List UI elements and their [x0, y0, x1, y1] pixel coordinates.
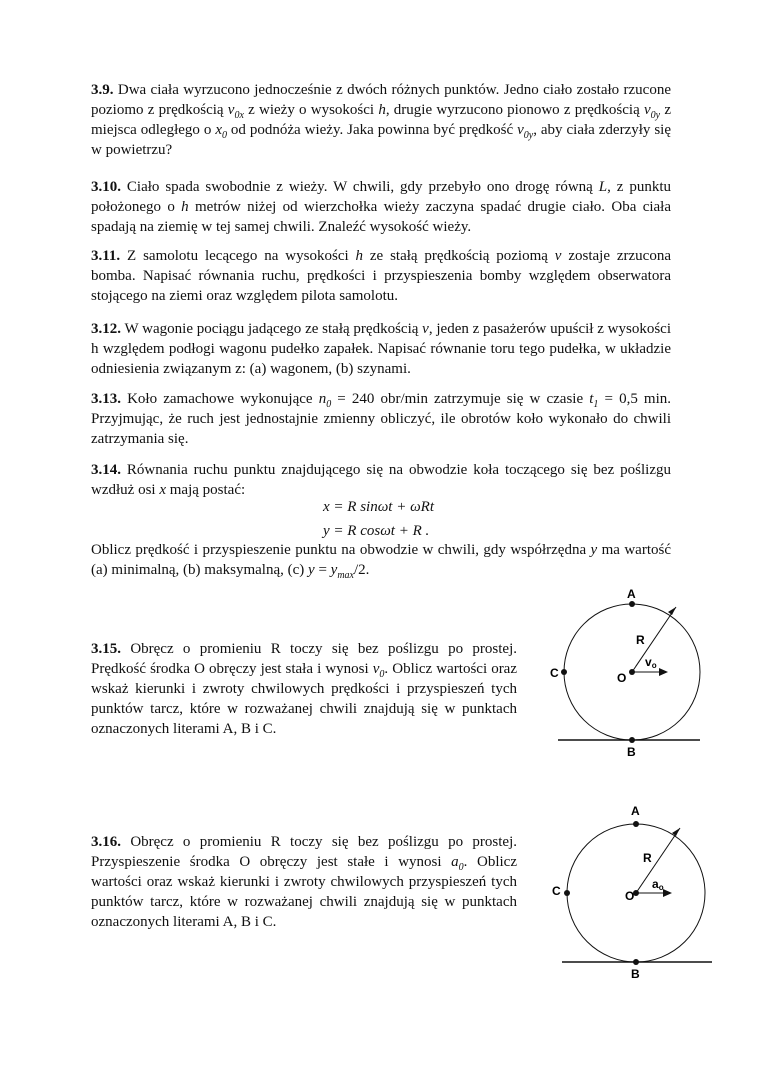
label-r: R	[643, 851, 652, 865]
label-a: A	[631, 804, 640, 818]
problem-3-14: 3.14. Równania ruchu punktu znajdującego się na obwodzie koła toczącego się bez poślizgu wzdłuż osi x mają postać:	[91, 462, 671, 498]
problem-3-14-question: Oblicz prędkość i przyspieszenie punktu na obwodzie w chwili, gdy współrzędna y ma wartość (a) minimalną, (b) maksymalną, (c) $y = y_{max}/2$.	[91, 542, 671, 581]
problem-3-13: 3.13. Koło zamachowe wykonujące $n_0 = 240$ obr/min zatrzymuje się w czasie $t_1 = 0,5$ min. Przyjmując, że ruch jest jednostajnie zmienny obliczyć, ile obrotów koło wykonało do chwili zatrzymania się.	[91, 391, 672, 447]
point-c	[564, 890, 570, 896]
problem-number: 3.11.	[91, 248, 121, 264]
label-b: B	[627, 745, 636, 759]
point-b	[633, 959, 639, 965]
problem-3-10: 3.10. Ciało spada swobodnie z wieży. W chwili, gdy przebyło ono drogę równą L, z punktu położonego o h metrów niżej od wierzchołka wieży zaczyna spadać drugie ciało. Oba ciała spadają na ziemię w tej samej chwili. Znaleźć wysokość wieży.	[91, 179, 672, 235]
label-c: C	[550, 666, 559, 680]
problem-3-16: 3.16. Obręcz o promieniu R toczy się bez poślizgu po prostej. Przyspieszenie środka O obręczy jest stałe i wynosi $a_0$. Oblicz wartości oraz wskaż kierunki i zwroty chwilowych przyspieszeń tych punktów tarcz, które w rozważanej chwili znajdują się w punktach oznaczonych literami A, B i C.	[91, 834, 518, 930]
problem-number: 3.10.	[91, 179, 121, 195]
label-b: B	[631, 967, 640, 981]
label-c: C	[552, 884, 561, 898]
equation-x: x = R sinωt + ωRt	[323, 499, 434, 515]
point-a	[633, 821, 639, 827]
problem-number: 3.14.	[91, 462, 121, 478]
problem-number: 3.13.	[91, 391, 121, 407]
equation-y: y = R cosωt + R .	[323, 523, 430, 539]
problem-number: 3.15.	[91, 641, 121, 657]
problem-3-15: 3.15. Obręcz o promieniu R toczy się bez poślizgu po prostej. Prędkość środka O obręczy jest stała i wynosi $v_0$. Oblicz wartości oraz wskaż kierunki i zwroty chwilowych prędkości i przyspieszeń tych punktów tarcz, które w rozważanej chwili znajdują się w punktach oznaczonych literami A, B i C.	[91, 641, 517, 737]
label-a: A	[627, 587, 636, 601]
acceleration-arrowhead	[663, 889, 672, 897]
label-o: O	[625, 889, 635, 903]
label-vector: vo	[645, 655, 657, 670]
problem-number: 3.16.	[91, 834, 121, 850]
problem-3-9: 3.9. Dwa ciała wyrzucono jednocześnie z dwóch różnych punktów. Jedno ciało zostało rzucone poziomo z prędkością $v_{0x}$ z wieży o wysokości h, drugie wyrzucono pionowo z prędkością $v_{0y}$ z miejsca odległego o $x_0$ od podnóża wieży. Jaka powinna być prędkość $v_{0y}$, aby ciała zderzyły się w powietrzu?	[91, 82, 672, 158]
label-o: O	[617, 671, 627, 685]
problem-3-11: 3.11. Z samolotu lecącego na wysokości h ze stałą prędkością poziomą v zostaje zrzucona bomba. Napisać równania ruchu, prędkości i przyspieszenia bomby względem obserwatora stojącego na ziemi oraz względem pilota samolotu.	[91, 248, 671, 304]
label-vector: ao	[652, 877, 664, 892]
problem-3-12: 3.12. W wagonie pociągu jadącego ze stałą prędkością v, jeden z pasażerów upuścił z wysokości h względem podłogi wagonu pudełko zapałek. Napisać równanie toru tego pudełka, w układzie odniesienia związanym z: (a) wagonem, (b) szynami.	[91, 321, 671, 377]
problem-number: 3.12.	[91, 321, 121, 337]
problem-number: 3.9.	[91, 82, 114, 98]
label-r: R	[636, 633, 645, 647]
